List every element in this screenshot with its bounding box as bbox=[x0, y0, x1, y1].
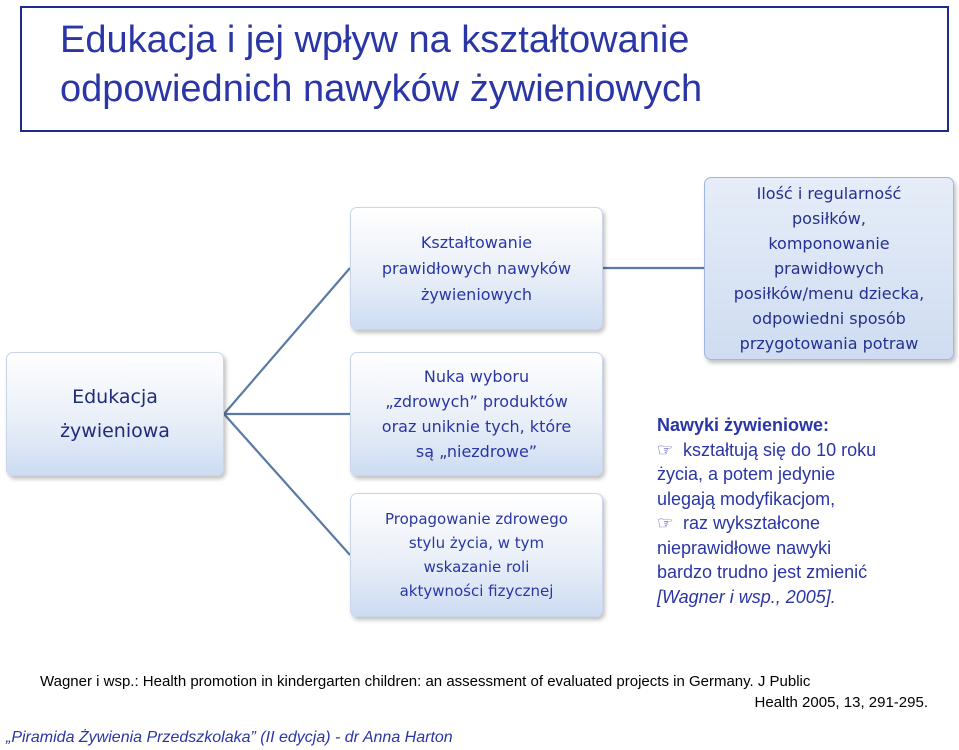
branch-node-line: aktywności fizycznej bbox=[399, 582, 554, 600]
branch-node-line: stylu życia, w tym bbox=[408, 534, 545, 552]
detail-node-meals bbox=[704, 177, 954, 360]
branch-node-line: żywieniowych bbox=[420, 284, 533, 304]
footer-text: „Piramida Żywienia Przedszkolaka” (II edycja) - dr Anna Harton bbox=[6, 729, 453, 746]
branch-node-line: prawidłowych nawyków bbox=[381, 258, 572, 278]
branch-node-line: Propagowanie zdrowego bbox=[385, 510, 568, 528]
note-heading: Nawyki żywieniowe: bbox=[657, 415, 830, 435]
branch-node-line: „zdrowych” produktów bbox=[385, 392, 568, 411]
branch-node-shaping-habits bbox=[350, 207, 603, 330]
branch-node-line: Nuka wyboru bbox=[423, 367, 530, 386]
eating-habits-note bbox=[657, 413, 957, 609]
title-line-1: Edukacja i jej wpływ na kształtowanie bbox=[60, 19, 690, 61]
note-bullet-1 bbox=[657, 438, 957, 463]
title-line-2: odpowiednich nawyków żywieniowych bbox=[60, 68, 703, 110]
root-node-nutrition-education bbox=[6, 352, 224, 476]
connector-root-to-branch-3 bbox=[224, 414, 350, 555]
detail-node-line: przygotowania potraw bbox=[739, 334, 919, 353]
note-line: życia, a potem jedynie bbox=[657, 464, 836, 484]
reference-line-2: Health 2005, 13, 291-295. bbox=[754, 694, 928, 711]
detail-node-line: posiłków, bbox=[792, 209, 866, 228]
branch-node-line: są „niezdrowe” bbox=[415, 442, 538, 461]
connector-root-to-branch-1 bbox=[224, 268, 350, 414]
branch-node-line: oraz uniknie tych, które bbox=[381, 417, 572, 436]
root-node-line: Edukacja bbox=[72, 386, 158, 408]
detail-node-line: odpowiedni sposób bbox=[752, 309, 906, 328]
reference-line-1: Wagner i wsp.: Health promotion in kindergarten children: an assessment of evaluated projects in Germany. J Public bbox=[40, 673, 811, 690]
note-line: nieprawidłowe nawyki bbox=[657, 537, 832, 558]
branch-node-line: wskazanie roli bbox=[423, 558, 530, 576]
note-bullet-2 bbox=[657, 511, 957, 536]
branch-node-healthy-lifestyle bbox=[350, 493, 603, 617]
note-line: raz wykształcone bbox=[683, 513, 821, 533]
branch-node-line: Kształtowanie bbox=[420, 232, 533, 252]
detail-node-line: prawidłowych bbox=[773, 259, 885, 278]
pointing-hand-icon: ☞ bbox=[657, 513, 674, 533]
root-node-line: żywieniowa bbox=[60, 420, 170, 442]
note-citation: [Wagner i wsp., 2005]. bbox=[657, 586, 836, 607]
detail-node-line: posiłków/menu dziecka, bbox=[733, 284, 925, 303]
note-line: ulegają modyfikacjom, bbox=[657, 488, 836, 509]
note-line: bardzo trudno jest zmienić bbox=[657, 562, 868, 582]
detail-node-line: Ilość i regularność bbox=[756, 184, 902, 203]
pointing-hand-icon: ☞ bbox=[657, 439, 674, 460]
detail-node-line: komponowanie bbox=[768, 234, 890, 253]
note-line: kształtują się do 10 roku bbox=[683, 439, 877, 460]
branch-node-product-choice bbox=[350, 352, 603, 476]
